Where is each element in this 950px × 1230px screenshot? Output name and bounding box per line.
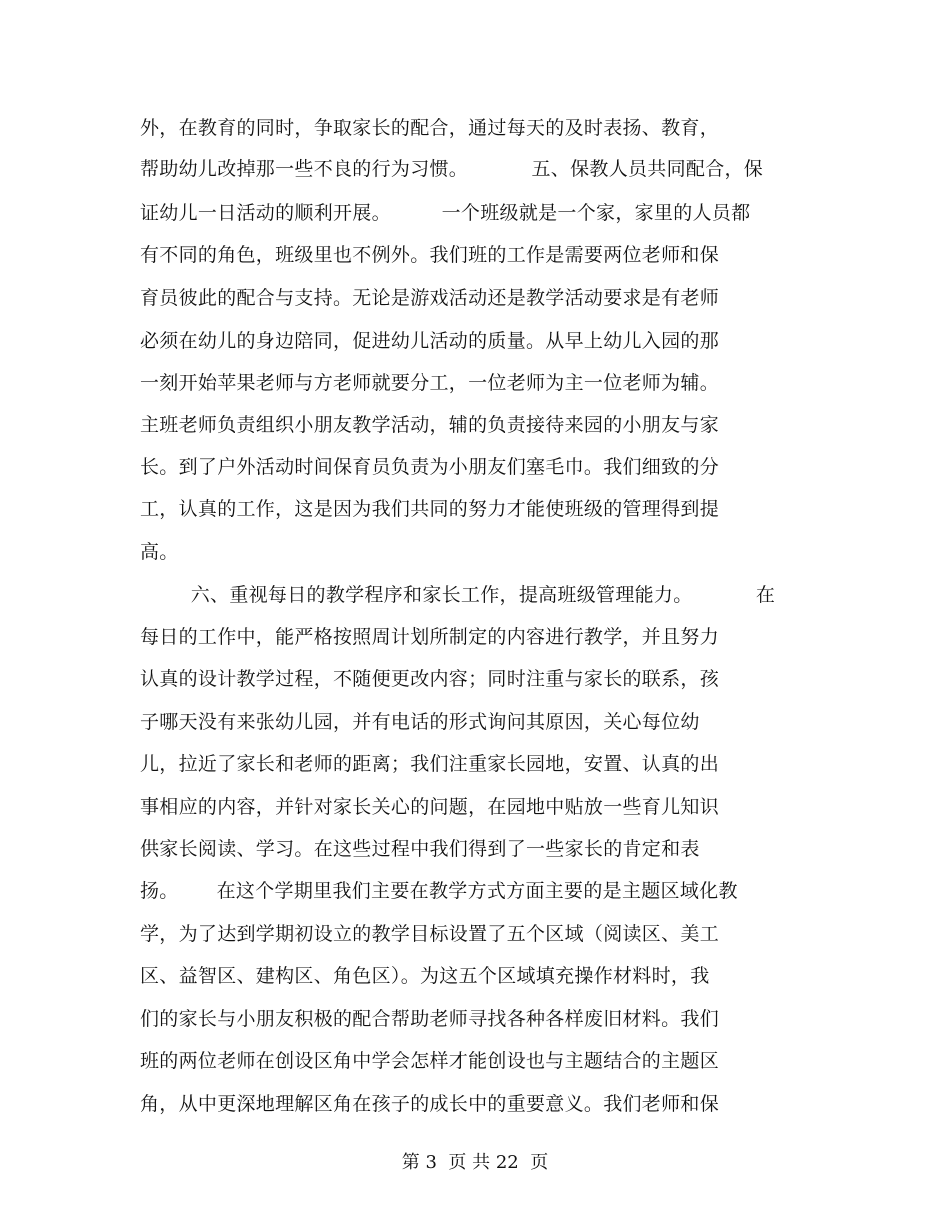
text-line: 长。到了户外活动时间保育员负责为小朋友们塞毛巾。我们细致的分 xyxy=(140,456,720,478)
text-line: 证幼儿一日活动的顺利开展。 一个班级就是一个家，家里的人员都 xyxy=(140,202,751,224)
text-line: 角，从中更深地理解区角在孩子的成长中的重要意义。我们老师和保 xyxy=(140,1093,720,1115)
text-line: 外，在教育的同时，争取家长的配合，通过每天的及时表扬、教育， xyxy=(140,117,720,139)
text-line: 六、重视每日的教学程序和家长工作，提高班级管理能力。 在 xyxy=(140,584,776,606)
text-line: 认真的设计教学过程，不随便更改内容；同时注重与家长的联系，孩 xyxy=(140,668,720,690)
text-line: 们的家长与小朋友积极的配合帮助老师寻找各种各样废旧材料。我们 xyxy=(140,1008,720,1030)
text-line: 学，为了达到学期初设立的教学目标设置了五个区域（阅读区、美工 xyxy=(140,923,720,945)
text-line: 供家长阅读、学习。在这些过程中我们得到了一些家长的肯定和表 xyxy=(140,838,700,860)
text-line: 扬。 在这个学期里我们主要在教学方式方面主要的是主题区域化教 xyxy=(140,880,738,902)
text-line: 每日的工作中，能严格按照周计划所制定的内容进行教学，并且努力 xyxy=(140,626,720,648)
page-number-footer: 第 3 页 共 22 页 xyxy=(401,1152,549,1173)
text-line: 帮助幼儿改掉那一些不良的行为习惯。 五、保教人员共同配合，保 xyxy=(140,158,764,180)
text-line: 主班老师负责组织小朋友教学活动，辅的负责接待来园的小朋友与家 xyxy=(140,414,720,436)
text-line: 工，认真的工作，这是因为我们共同的努力才能使班级的管理得到提 xyxy=(140,498,720,520)
text-line: 班的两位老师在创设区角中学会怎样才能创设也与主题结合的主题区 xyxy=(140,1050,720,1072)
text-line: 儿，拉近了家长和老师的距离；我们注重家长园地，安置、认真的出 xyxy=(140,753,720,775)
text-line: 一刻开始苹果老师与方老师就要分工，一位老师为主一位老师为辅。 xyxy=(140,372,720,394)
text-line: 有不同的角色，班级里也不例外。我们班的工作是需要两位老师和保 xyxy=(140,244,720,266)
text-line: 事相应的内容，并针对家长关心的问题，在园地中贴放一些育儿知识 xyxy=(140,796,720,818)
text-line: 育员彼此的配合与支持。无论是游戏活动还是教学活动要求是有老师 xyxy=(140,287,720,309)
text-line: 高。 xyxy=(140,541,179,563)
text-line: 子哪天没有来张幼儿园，并有电话的形式询问其原因，关心每位幼 xyxy=(140,711,700,733)
text-line: 必须在幼儿的身边陪同，促进幼儿活动的质量。从早上幼儿入园的那 xyxy=(140,330,720,352)
text-line: 区、益智区、建构区、角色区）。为这五个区域填充操作材料时，我 xyxy=(140,965,710,987)
